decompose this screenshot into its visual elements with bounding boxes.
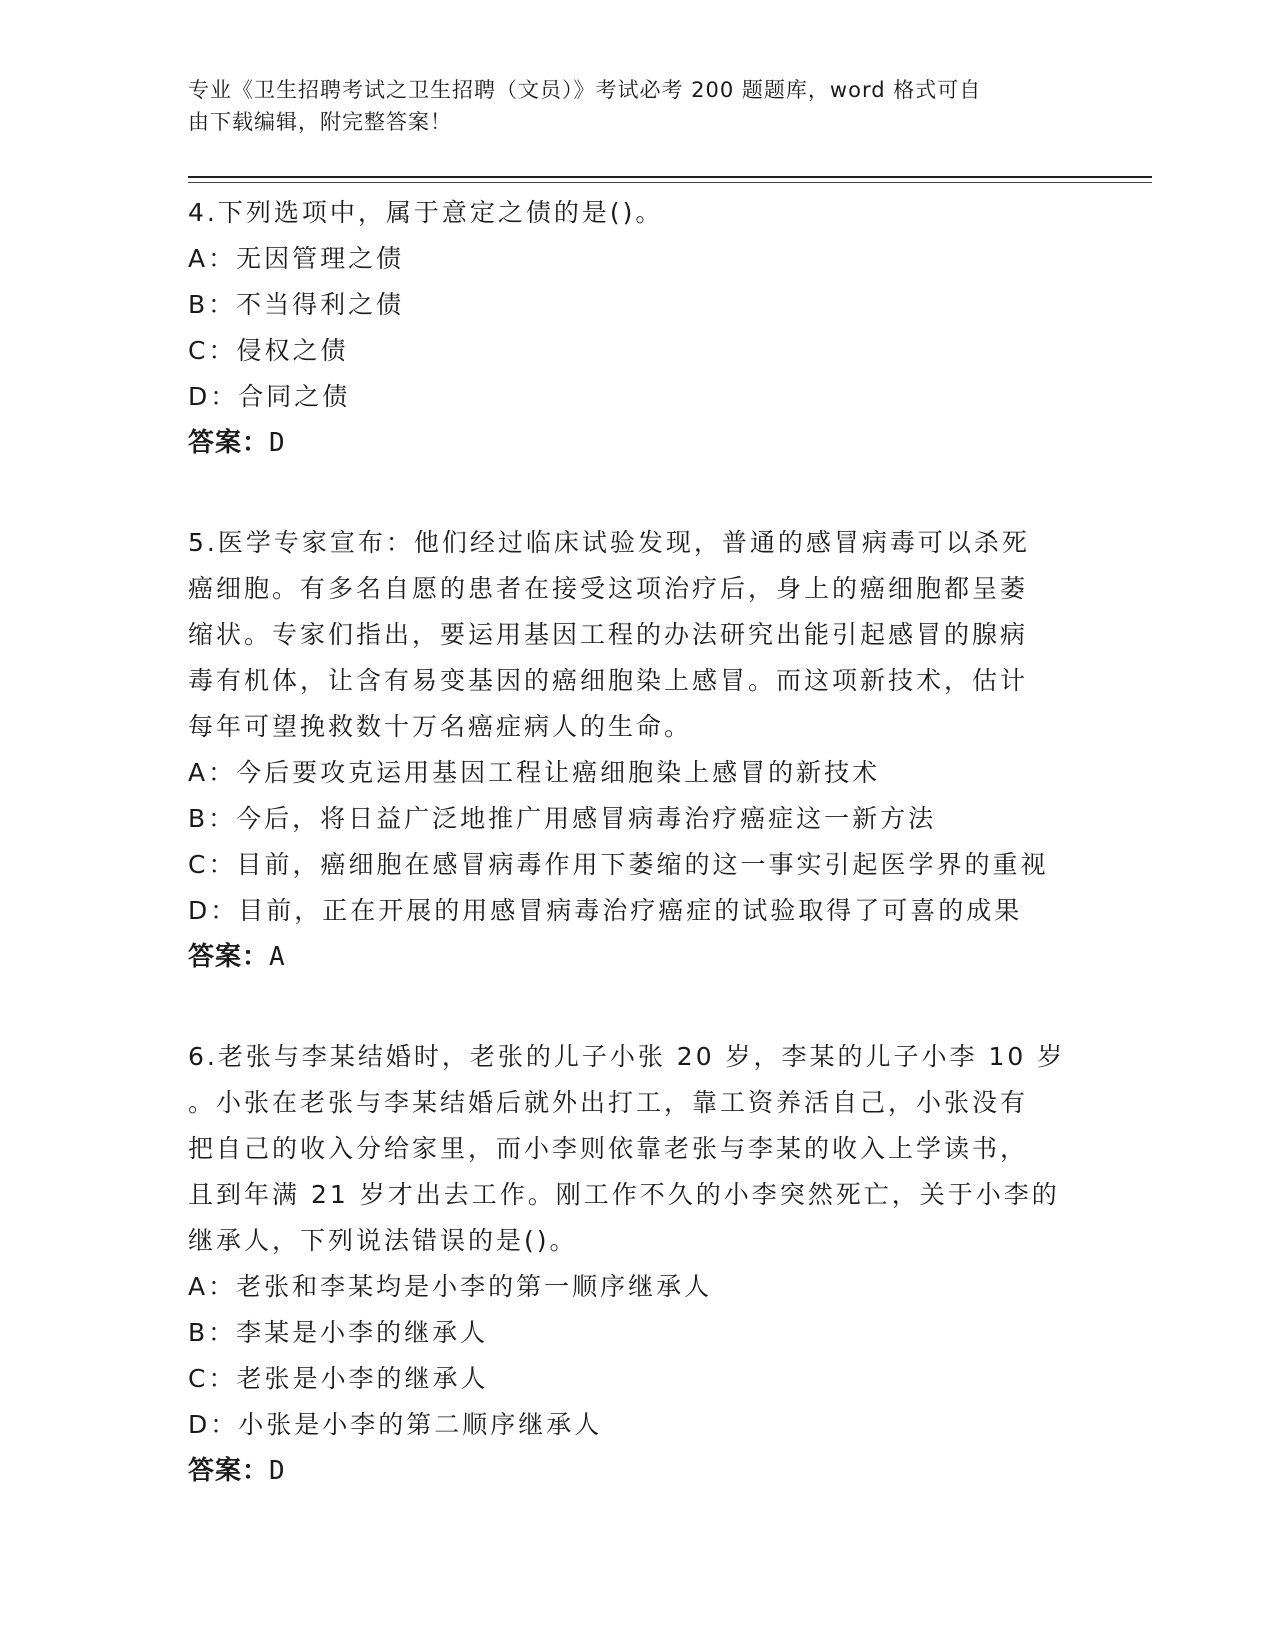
stem-line: 5.医学专家宣布：他们经过临床试验发现，普通的感冒病毒可以杀死 [188,528,1030,557]
stem-line: 6.老张与李某结婚时，老张的儿子小张 20 岁，李某的儿子小李 10 岁 [188,1042,1066,1071]
answer-label: 答案： [188,942,270,972]
option-a: A：今后要攻克运用基因工程让癌细胞染上感冒的新技术 [188,758,881,787]
document-header [188,74,1068,138]
question-5 [188,520,1088,980]
answer-value: D [269,428,286,458]
option-a: A：无因管理之债 [188,244,405,273]
question-list [188,190,1088,1548]
question-stem [188,1034,1088,1264]
stem-line: 缩状。专家们指出，要运用基因工程的办法研究出能引起感冒的腺病 [188,620,1029,649]
question-stem [188,190,1088,236]
stem-line: 毒有机体，让含有易变基因的癌细胞染上感冒。而这项新技术，估计 [188,666,1029,695]
stem-line: 。小张在老张与李某结婚后就外出打工，靠工资养活自己，小张没有 [188,1088,1029,1117]
stem-line: 把自己的收入分给家里，而小李则依靠老张与李某的收入上学读书， [188,1134,1029,1163]
answer-value: D [269,1456,286,1486]
answer-value: A [269,942,286,972]
option-b: B：不当得利之债 [188,290,405,319]
answer-label: 答案： [188,1456,270,1486]
stem-line: 继承人，下列说法错误的是()。 [188,1226,578,1255]
option-c: C：侵权之债 [188,336,349,365]
answer-line [188,420,1088,466]
option-c: C：老张是小李的继承人 [188,1364,489,1393]
question-4 [188,190,1088,466]
header-line-1: 专业《卫生招聘考试之卫生招聘（文员）》考试必考 200 题题库，word 格式可自 [188,78,982,102]
stem-line: 4.下列选项中，属于意定之债的是()。 [188,198,664,227]
option-a: A：老张和李某均是小李的第一顺序继承人 [188,1272,713,1301]
answer-line [188,934,1088,980]
option-d: D：合同之债 [188,382,351,411]
answer-label: 答案： [188,428,270,458]
question-stem [188,520,1088,750]
stem-line: 每年可望挽救数十万名癌症病人的生命。 [188,712,693,741]
header-line-2: 由下载编辑，附完整答案！ [188,110,452,134]
header-divider-thin [188,182,1152,183]
answer-line [188,1448,1088,1494]
question-6 [188,1034,1088,1494]
option-d: D：目前，正在开展的用感冒病毒治疗癌症的试验取得了可喜的成果 [188,896,1023,925]
header-divider-thick [188,176,1152,178]
stem-line: 癌细胞。有多名自愿的患者在接受这项治疗后，身上的癌细胞都呈萎 [188,574,1029,603]
option-d: D：小张是小李的第二顺序继承人 [188,1410,603,1439]
stem-line: 且到年满 21 岁才出去工作。刚工作不久的小李突然死亡，关于小李的 [188,1180,1060,1209]
option-c: C：目前，癌细胞在感冒病毒作用下萎缩的这一事实引起医学界的重视 [188,850,1049,879]
option-b: B：李某是小李的继承人 [188,1318,489,1347]
option-b: B：今后，将日益广泛地推广用感冒病毒治疗癌症这一新方法 [188,804,937,833]
